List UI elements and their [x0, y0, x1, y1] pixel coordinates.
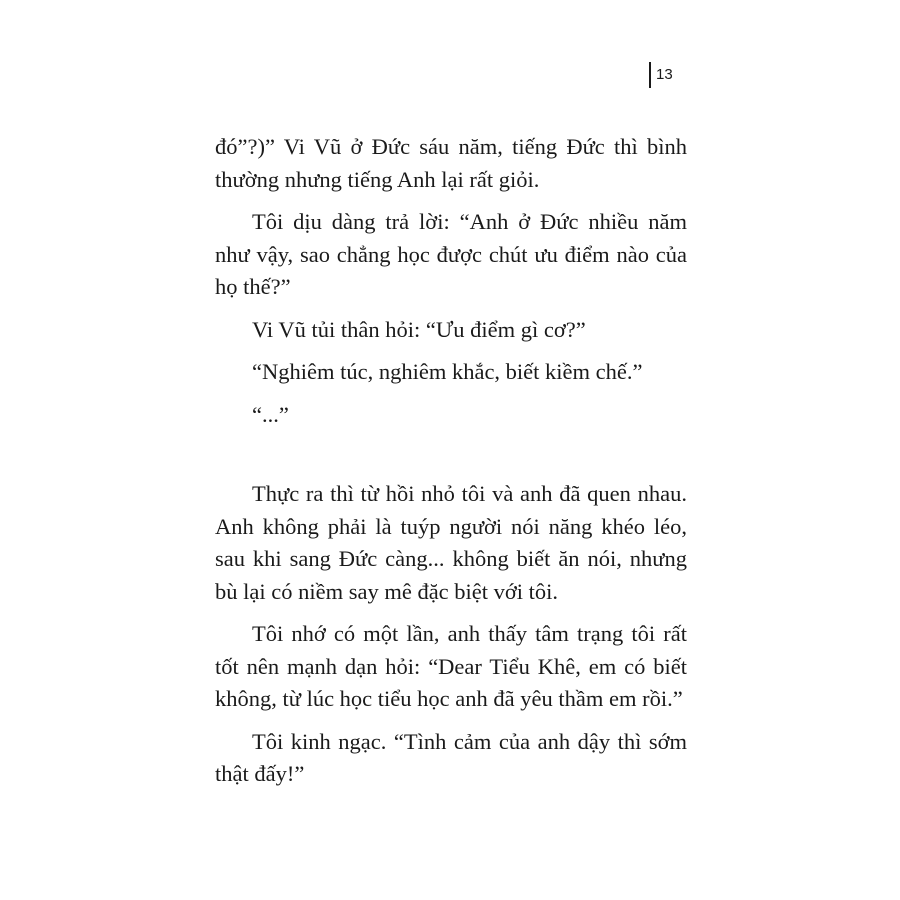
page-number: 13	[656, 66, 673, 83]
page-header	[649, 62, 673, 88]
paragraph: Tôi kinh ngạc. “Tình cảm của anh dậy thì sớm thật đấy!”	[215, 728, 687, 786]
paragraph: Vi Vũ tủi thân hỏi: “Ưu điểm gì cơ?”	[252, 316, 586, 342]
paragraph: “...”	[252, 401, 289, 427]
paragraph: Tôi nhớ có một lần, anh thấy tâm trạng tôi rất tốt nên mạnh dạn hỏi: “Dear Tiểu Khê, em có biết không, từ lúc học tiểu học anh đã yêu thầm em rồi.”	[215, 621, 687, 711]
paragraph: đó”?)” Vi Vũ ở Đức sáu năm, tiếng Đức thì bình thường nhưng tiếng Anh lại rất giỏi.	[215, 134, 687, 192]
header-divider	[649, 62, 651, 88]
text-section-1	[215, 131, 687, 441]
text-section-2	[215, 478, 687, 801]
paragraph: “Nghiêm túc, nghiêm khắc, biết kiềm chế.”	[252, 359, 643, 384]
paragraph: Tôi dịu dàng trả lời: “Anh ở Đức nhiều năm như vậy, sao chẳng học được chút ưu điểm nào của họ thế?”	[215, 209, 687, 299]
paragraph: Thực ra thì từ hồi nhỏ tôi và anh đã quen nhau. Anh không phải là tuýp người nói năng khéo léo, sau khi sang Đức càng... không biết ăn nói, nhưng bù lại có niềm say mê đặc biệt với tôi.	[215, 481, 687, 604]
